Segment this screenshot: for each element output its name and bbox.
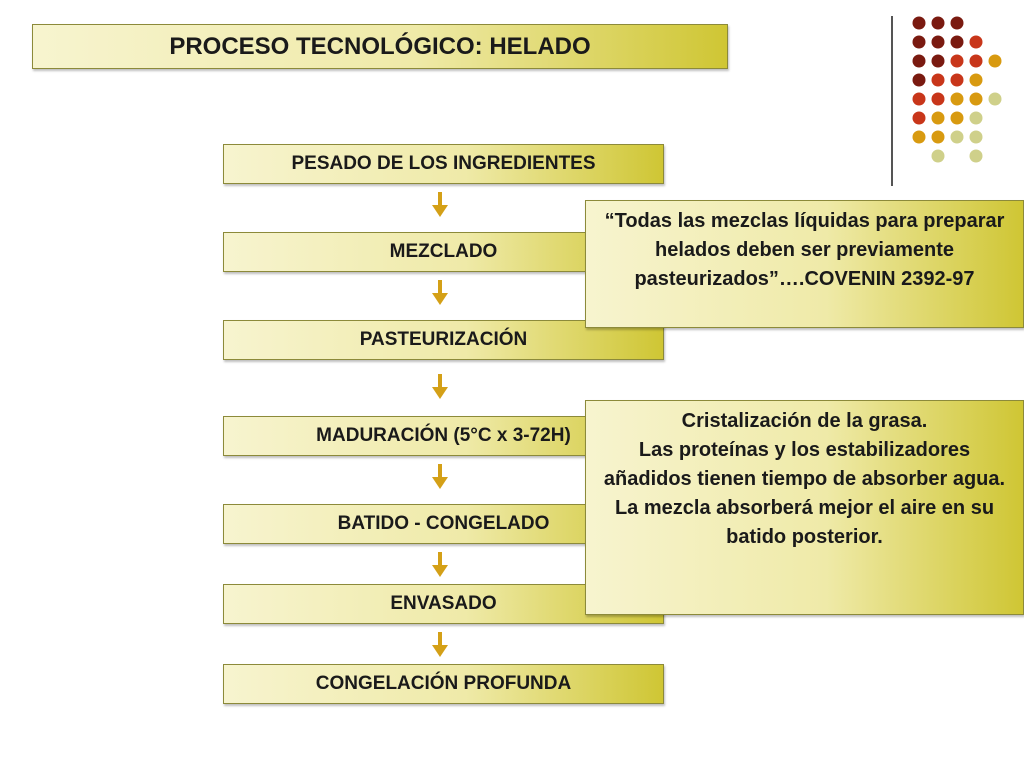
note-pasteurization: “Todas las mezclas líquidas para preparar helados deben ser previamente pasteurizados”….COVENIN 2392-97	[585, 200, 1024, 328]
decorative-dot	[913, 36, 926, 49]
decorative-dot	[970, 150, 983, 163]
decorative-dot	[951, 55, 964, 68]
note-maturation-line: La mezcla absorberá mejor el aire en su batido posterior.	[614, 497, 995, 548]
decorative-dot	[989, 93, 1002, 106]
decorative-dot	[951, 17, 964, 30]
step-pasteurizacion: PASTEURIZACIÓN	[223, 320, 664, 360]
decorative-dot	[951, 131, 964, 144]
decorative-dot	[932, 150, 945, 163]
decorative-dot	[970, 55, 983, 68]
decorative-dot	[913, 17, 926, 30]
step-pesado: PESADO DE LOS INGREDIENTES	[223, 144, 664, 184]
decorative-dot	[913, 74, 926, 87]
page-title: PROCESO TECNOLÓGICO: HELADO	[32, 24, 728, 69]
decorative-dot	[932, 36, 945, 49]
decorative-dot	[989, 55, 1002, 68]
step-congelacion-profunda: CONGELACIÓN PROFUNDA	[223, 664, 664, 704]
decorative-dot	[970, 36, 983, 49]
decorative-dot	[970, 93, 983, 106]
arrow-down-icon	[431, 280, 449, 306]
decorative-dot	[932, 93, 945, 106]
decorative-dot	[970, 131, 983, 144]
decorative-dot	[932, 17, 945, 30]
decorative-dot	[970, 112, 983, 125]
note-maturation-line: Cristalización de la grasa.	[681, 410, 928, 432]
arrow-down-icon	[431, 464, 449, 490]
arrow-down-icon	[431, 192, 449, 218]
decorative-dot	[932, 74, 945, 87]
decorative-dot	[932, 55, 945, 68]
arrow-down-icon	[431, 552, 449, 578]
note-maturation-line: Las proteínas y los estabilizadores añadidos tienen tiempo de absorber agua.	[603, 439, 1006, 490]
decorative-dot	[932, 112, 945, 125]
step-maduracion: MADURACIÓN (5°C x 3-72H)	[223, 416, 664, 456]
decorative-dot	[932, 131, 945, 144]
decorative-dot	[951, 36, 964, 49]
decorative-dot	[951, 93, 964, 106]
arrow-down-icon	[431, 374, 449, 400]
decorative-dot	[913, 93, 926, 106]
decorative-dot	[913, 55, 926, 68]
decorative-dot	[913, 131, 926, 144]
decorative-dot	[970, 74, 983, 87]
note-maturation	[585, 400, 1024, 615]
decorative-dot	[913, 112, 926, 125]
arrow-down-icon	[431, 632, 449, 658]
step-batido-congelado: BATIDO - CONGELADO	[223, 504, 664, 544]
decorative-dot	[951, 74, 964, 87]
decorative-dot	[951, 112, 964, 125]
step-mezclado: MEZCLADO	[223, 232, 664, 272]
step-envasado: ENVASADO	[223, 584, 664, 624]
